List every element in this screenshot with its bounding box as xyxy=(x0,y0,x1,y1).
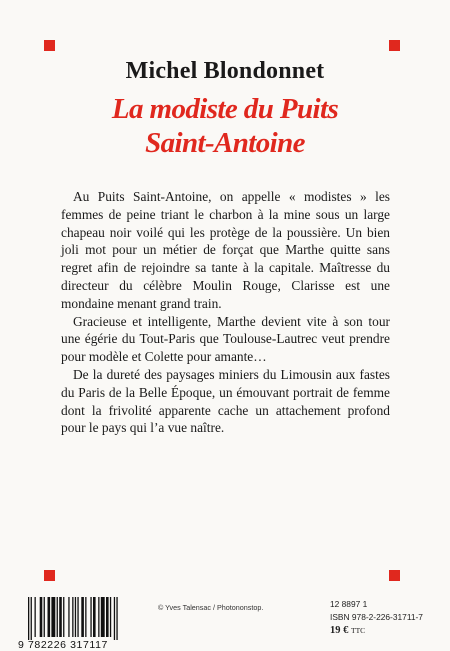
barcode-bars xyxy=(18,597,156,641)
price-suffix: TTC xyxy=(351,626,366,635)
barcode-bar xyxy=(110,597,111,637)
barcode xyxy=(18,597,156,651)
barcode-bar xyxy=(51,597,55,637)
internal-code: 12 8897 1 xyxy=(330,599,368,609)
barcode-number: 9 782226 317117 xyxy=(18,639,108,651)
barcode-bar xyxy=(81,597,84,637)
price-value: 19 € xyxy=(330,625,349,636)
photo-credit: © Yves Talensac / Photononstop. xyxy=(158,603,264,612)
barcode-bar xyxy=(85,597,86,637)
barcode-bar xyxy=(77,597,78,637)
corner-mark-bottom-right xyxy=(389,570,400,581)
barcode-bar xyxy=(93,597,96,637)
book-title-line-1: La modiste du Puits xyxy=(111,93,339,125)
barcode-bar xyxy=(75,597,76,637)
barcode-bar xyxy=(31,597,32,640)
barcode-bar xyxy=(72,597,73,637)
publication-info xyxy=(330,598,423,637)
barcode-bar xyxy=(68,597,69,637)
book-title-line-2: Saint-Antoine xyxy=(145,127,305,159)
blurb-paragraph: Au Puits Saint-Antoine, on appelle « modistes » les femmes de peine triant le charbon à la mine sous un large chapeau noir voilé qui les protège de la poussière. Un bien joli mot pour un métier de forçat que Marthe quitte sans regret afin de rejoindre sa tante à la capitale. Maîtresse du directeur du célèbre Moulin Rouge, Clarisse est une mondaine menant grand train. xyxy=(61,189,390,311)
barcode-bar xyxy=(40,597,43,637)
book-title xyxy=(0,92,450,160)
barcode-bar xyxy=(114,597,115,640)
back-cover-blurb xyxy=(61,188,390,437)
barcode-bar xyxy=(59,597,62,637)
barcode-bar xyxy=(35,597,36,637)
corner-mark-bottom-left xyxy=(44,570,55,581)
price xyxy=(330,624,423,637)
barcode-bar xyxy=(90,597,91,637)
corner-mark-top-left xyxy=(44,40,55,51)
blurb-paragraph: De la dureté des paysages miniers du Limousin aux fastes du Paris de la Belle Époque, un émouvant portrait de femme dont la frivolité apparente cache un attachement profond pour le pays qui l’a vue naître. xyxy=(61,366,390,436)
barcode-bar xyxy=(116,597,117,640)
barcode-bar xyxy=(44,597,45,637)
barcode-bar xyxy=(106,597,109,637)
barcode-bar xyxy=(57,597,58,637)
barcode-bar xyxy=(63,597,64,637)
author-name: Michel Blondonnet xyxy=(125,58,325,84)
barcode-bar xyxy=(48,597,51,637)
barcode-bar xyxy=(101,597,105,637)
blurb-paragraph: Gracieuse et intelligente, Marthe devient vite à son tour une égérie du Tout-Paris que Toulouse-Lautrec veut prendre pour modèle et Colette pour amante… xyxy=(61,313,390,365)
isbn: ISBN 978-2-226-31711-7 xyxy=(330,612,423,622)
barcode-bar xyxy=(98,597,99,637)
barcode-bar xyxy=(28,597,29,640)
corner-mark-top-right xyxy=(389,40,400,51)
